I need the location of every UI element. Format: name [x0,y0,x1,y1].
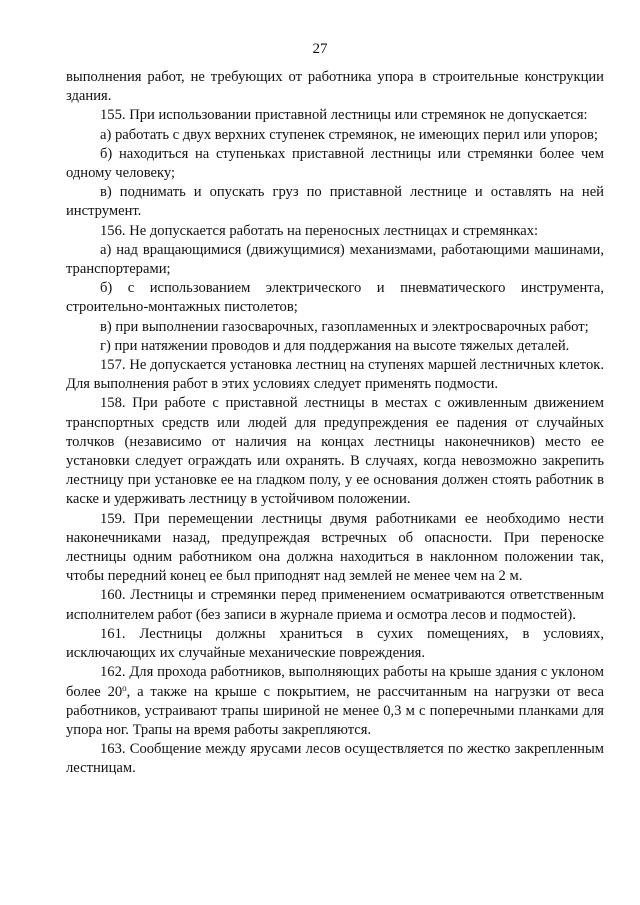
paragraph-161: 161. Лестницы должны храниться в сухих помещениях, в условиях, исключающих их случайные механические повреждения. [66,625,604,662]
list-item-155-b: б) находиться на ступеньках приставной лестницы или стремянки более чем одному человеку; [66,145,604,182]
paragraph-162 [66,663,604,740]
paragraph-157: 157. Не допускается установка лестниц на ступенях маршей лестничных клеток. Для выполнения работ в этих условиях следует применять подмости. [66,357,604,393]
paragraph-continuation: выполнения работ, не требующих от работника упора в строительные конструкции здания. [66,69,604,105]
page-number: 27 [312,41,328,57]
paragraph-162-text-before: 162. Для прохода работников, выполняющих работы на крыше здания с уклоном более 20 [66,664,604,700]
list-item-156-g: г) при натяжении проводов и для поддержания на высоте тяжелых деталей. [100,337,570,354]
list-item-156-a: а) над вращающимися (движущимися) механизмами, работающими машинами, транспортерами; [66,241,604,278]
paragraph-158: 158. При работе с приставной лестницы в местах с оживленным движением транспортных средств или людей для предупреждения ее падения от случайных толчков (независимо от наличия на концах лестницы наконечников) место ее установки следует ограждать или охранять. В случаях, когда невозможно закрепить лестницу при установке ее на гладком полу, у ее основания должен стоять работник в каске и удерживать лестницу в устойчивом положении. [66,395,604,508]
paragraph-163: 163. Сообщение между ярусами лесов осуществляется по жестко закрепленным лестницам. [66,741,604,777]
paragraph-155: 155. При использовании приставной лестницы или стремянок не допускается: [100,107,588,124]
paragraph-160: 160. Лестницы и стремянки перед применением осматриваются ответственным исполнителем работ (без записи в журнале приема и осмотра лесов и подмостей). [66,587,604,623]
paragraph-159: 159. При перемещении лестницы двумя работниками ее необходимо нести наконечниками назад, предупреждая встречных об опасности. При переноске лестницы одним работником она должна находиться в наклонном положении так, чтобы передний конец ее был приподнят над землей не менее чем на 2 м. [66,510,604,585]
document-body [66,68,604,779]
list-item-156-b: б) с использованием электрического и пневматического инструмента, строительно-монтажных пистолетов; [66,280,604,316]
list-item-155-v: в) поднимать и опускать груз по приставной лестнице и оставлять на ней инструмент. [66,184,604,220]
paragraph-156: 156. Не допускается работать на переносных лестницах и стремянках: [100,222,539,239]
degree-superscript: о [122,682,127,693]
paragraph-162-text-after: , а также на крыше с покрытием, не рассчитанным на нагрузки от веса работников, устраивают трапы шириной не менее 0,3 м с поперечными планками для упора ног. Трапы на время работы закрепляются. [66,683,604,738]
list-item-155-a: а) работать с двух верхних ступенек стремянок, не имеющих перил или упоров; [100,126,598,143]
list-item-156-v: в) при выполнении газосварочных, газопламенных и электросварочных работ; [100,318,589,335]
